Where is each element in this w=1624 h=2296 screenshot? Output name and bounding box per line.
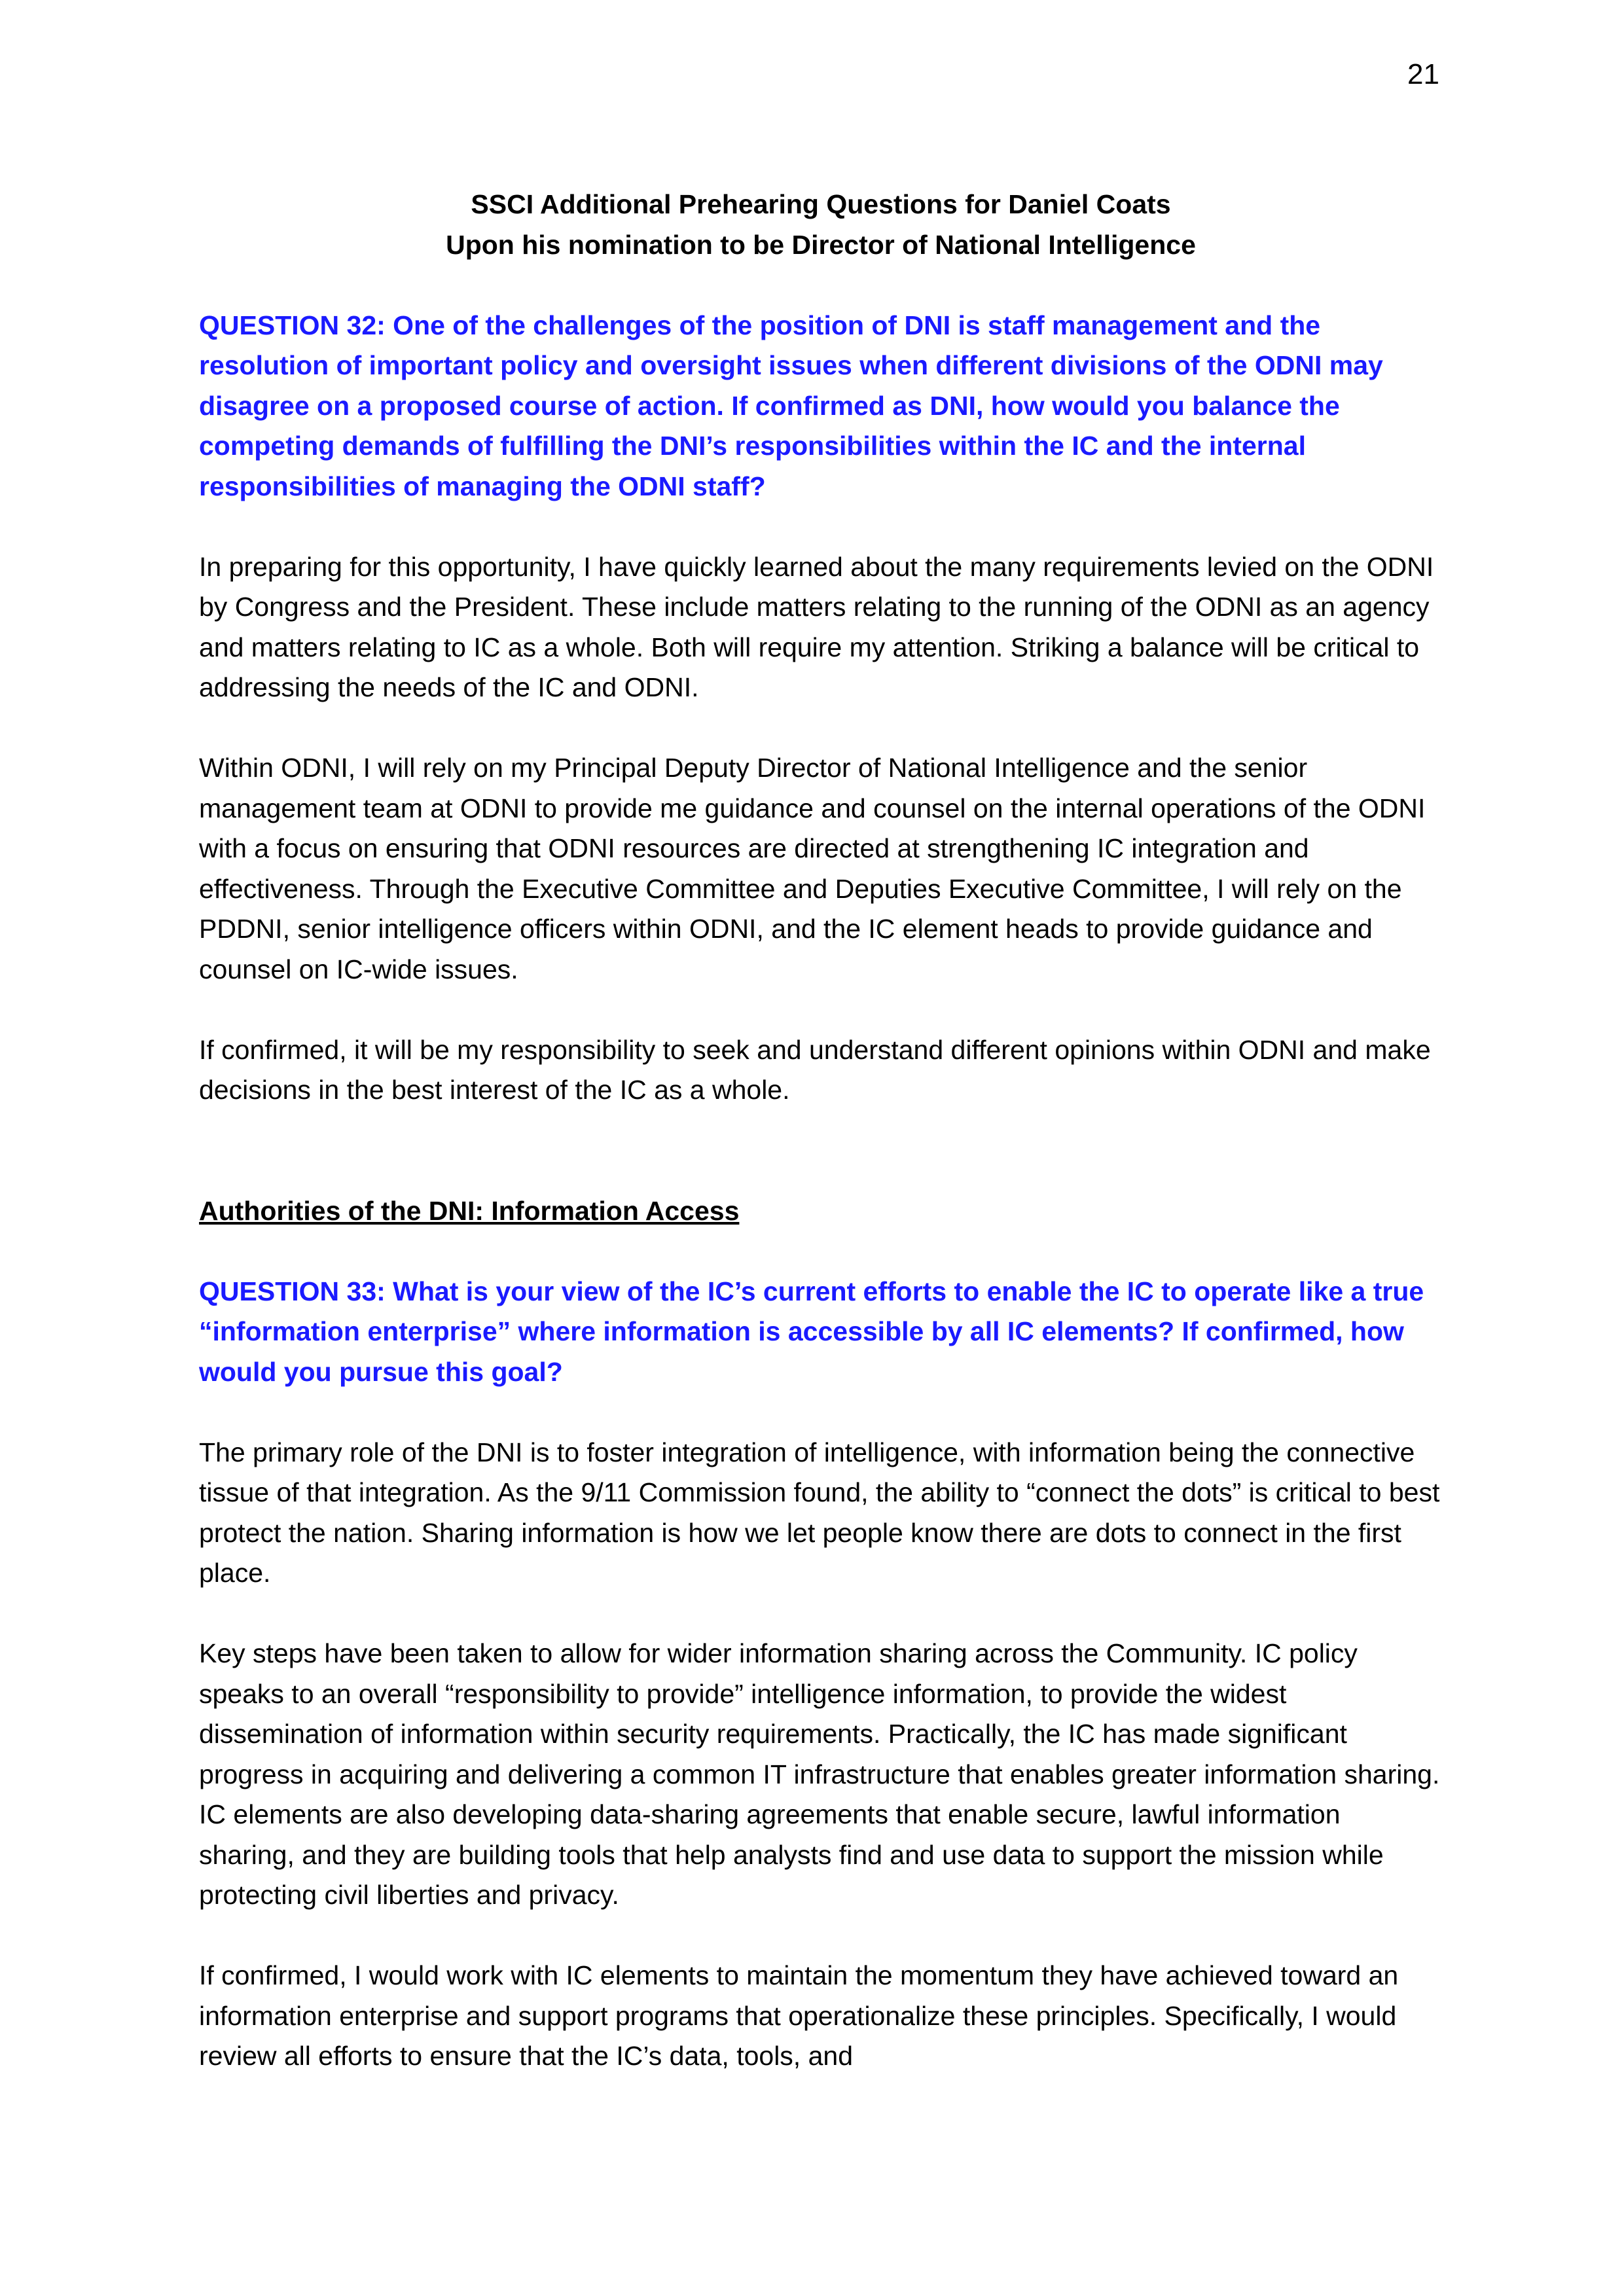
answer-33-paragraph-1: The primary role of the DNI is to foster integration of intelligence, with information being the connective tissue of that integration. As the 9/11 Commission found, the ability to “connect the dots” is critical to best protect the nation. Sharing information is how we let people know there are dots to connect in the first place. [199, 1437, 1440, 1588]
answer-33-paragraph-2: Key steps have been taken to allow for wider information sharing across the Community. IC policy speaks to an overall “responsibility to provide” intelligence information, to provide the widest dissemination of information within security requirements. Practically, the IC has made significant progress in acquiring and delivering a common IT infrastructure that enables greater information sharing. IC elements are also developing data-sharing agreements that enable secure, lawful information sharing, and they are building tools that help analysts find and use data to support the mission while protecting civil liberties and privacy. [199, 1638, 1440, 1910]
title-line-2: Upon his nomination to be Director of National Intelligence [446, 229, 1196, 260]
spacer [199, 1392, 1443, 1433]
spacer [199, 1594, 1443, 1634]
answer-33-paragraph-3: If confirmed, I would work with IC elements to maintain the momentum they have achieved toward an information enterprise and support programs that operationalize these principles. Specifically, I would review all efforts to ensure that the IC’s data, tools, and [199, 1960, 1399, 2071]
answer-32-paragraph-2: Within ODNI, I will rely on my Principal Deputy Director of National Intelligence and the senior management team at ODNI to provide me guidance and counsel on the internal operations of the ODNI with a focus on ensuring that ODNI resources are directed at strengthening IC integration and effectiveness. Through the Executive Committee and Deputies Executive Committee, I will rely on the PDDNI, senior intelligence officers within ODNI, and the IC element heads to provide guidance and counsel on IC-wide issues. [199, 753, 1426, 984]
answer-32-paragraph-1: In preparing for this opportunity, I have quickly learned about the many requirements levied on the ODNI by Congress and the President. These include matters relating to the running of the ODNI as an agency and matters relating to IC as a whole. Both will require my attention. Striking a balance will be critical to addressing the needs of the IC and ODNI. [199, 551, 1434, 702]
spacer [199, 1111, 1443, 1191]
spacer [199, 507, 1443, 547]
question-33: QUESTION 33: What is your view of the IC’s current efforts to enable the IC to operate like a true “information enterprise” where information is accessible by all IC elements? If confirmed, how would you pursue this goal? [199, 1276, 1424, 1387]
spacer [199, 1916, 1443, 1956]
page-number: 21 [1407, 58, 1439, 90]
document-title [199, 185, 1443, 265]
spacer [199, 708, 1443, 749]
title-line-1: SSCI Additional Prehearing Questions for Daniel Coats [471, 189, 1171, 219]
spacer [199, 990, 1443, 1030]
spacer [199, 265, 1443, 306]
answer-32-paragraph-3: If confirmed, it will be my responsibility to seek and understand different opinions within ODNI and make decisions in the best interest of the IC as a whole. [199, 1034, 1431, 1105]
section-heading: Authorities of the DNI: Information Access [199, 1195, 740, 1226]
document-body [199, 185, 1443, 2077]
question-32: QUESTION 32: One of the challenges of the position of DNI is staff management and the resolution of important policy and oversight issues when different divisions of the ODNI may disagree on a proposed course of action. If confirmed as DNI, how would you balance the competing demands of fulfilling the DNI’s responsibilities within the IC and the internal responsibilities of managing the ODNI staff? [199, 310, 1383, 501]
spacer [199, 1231, 1443, 1272]
